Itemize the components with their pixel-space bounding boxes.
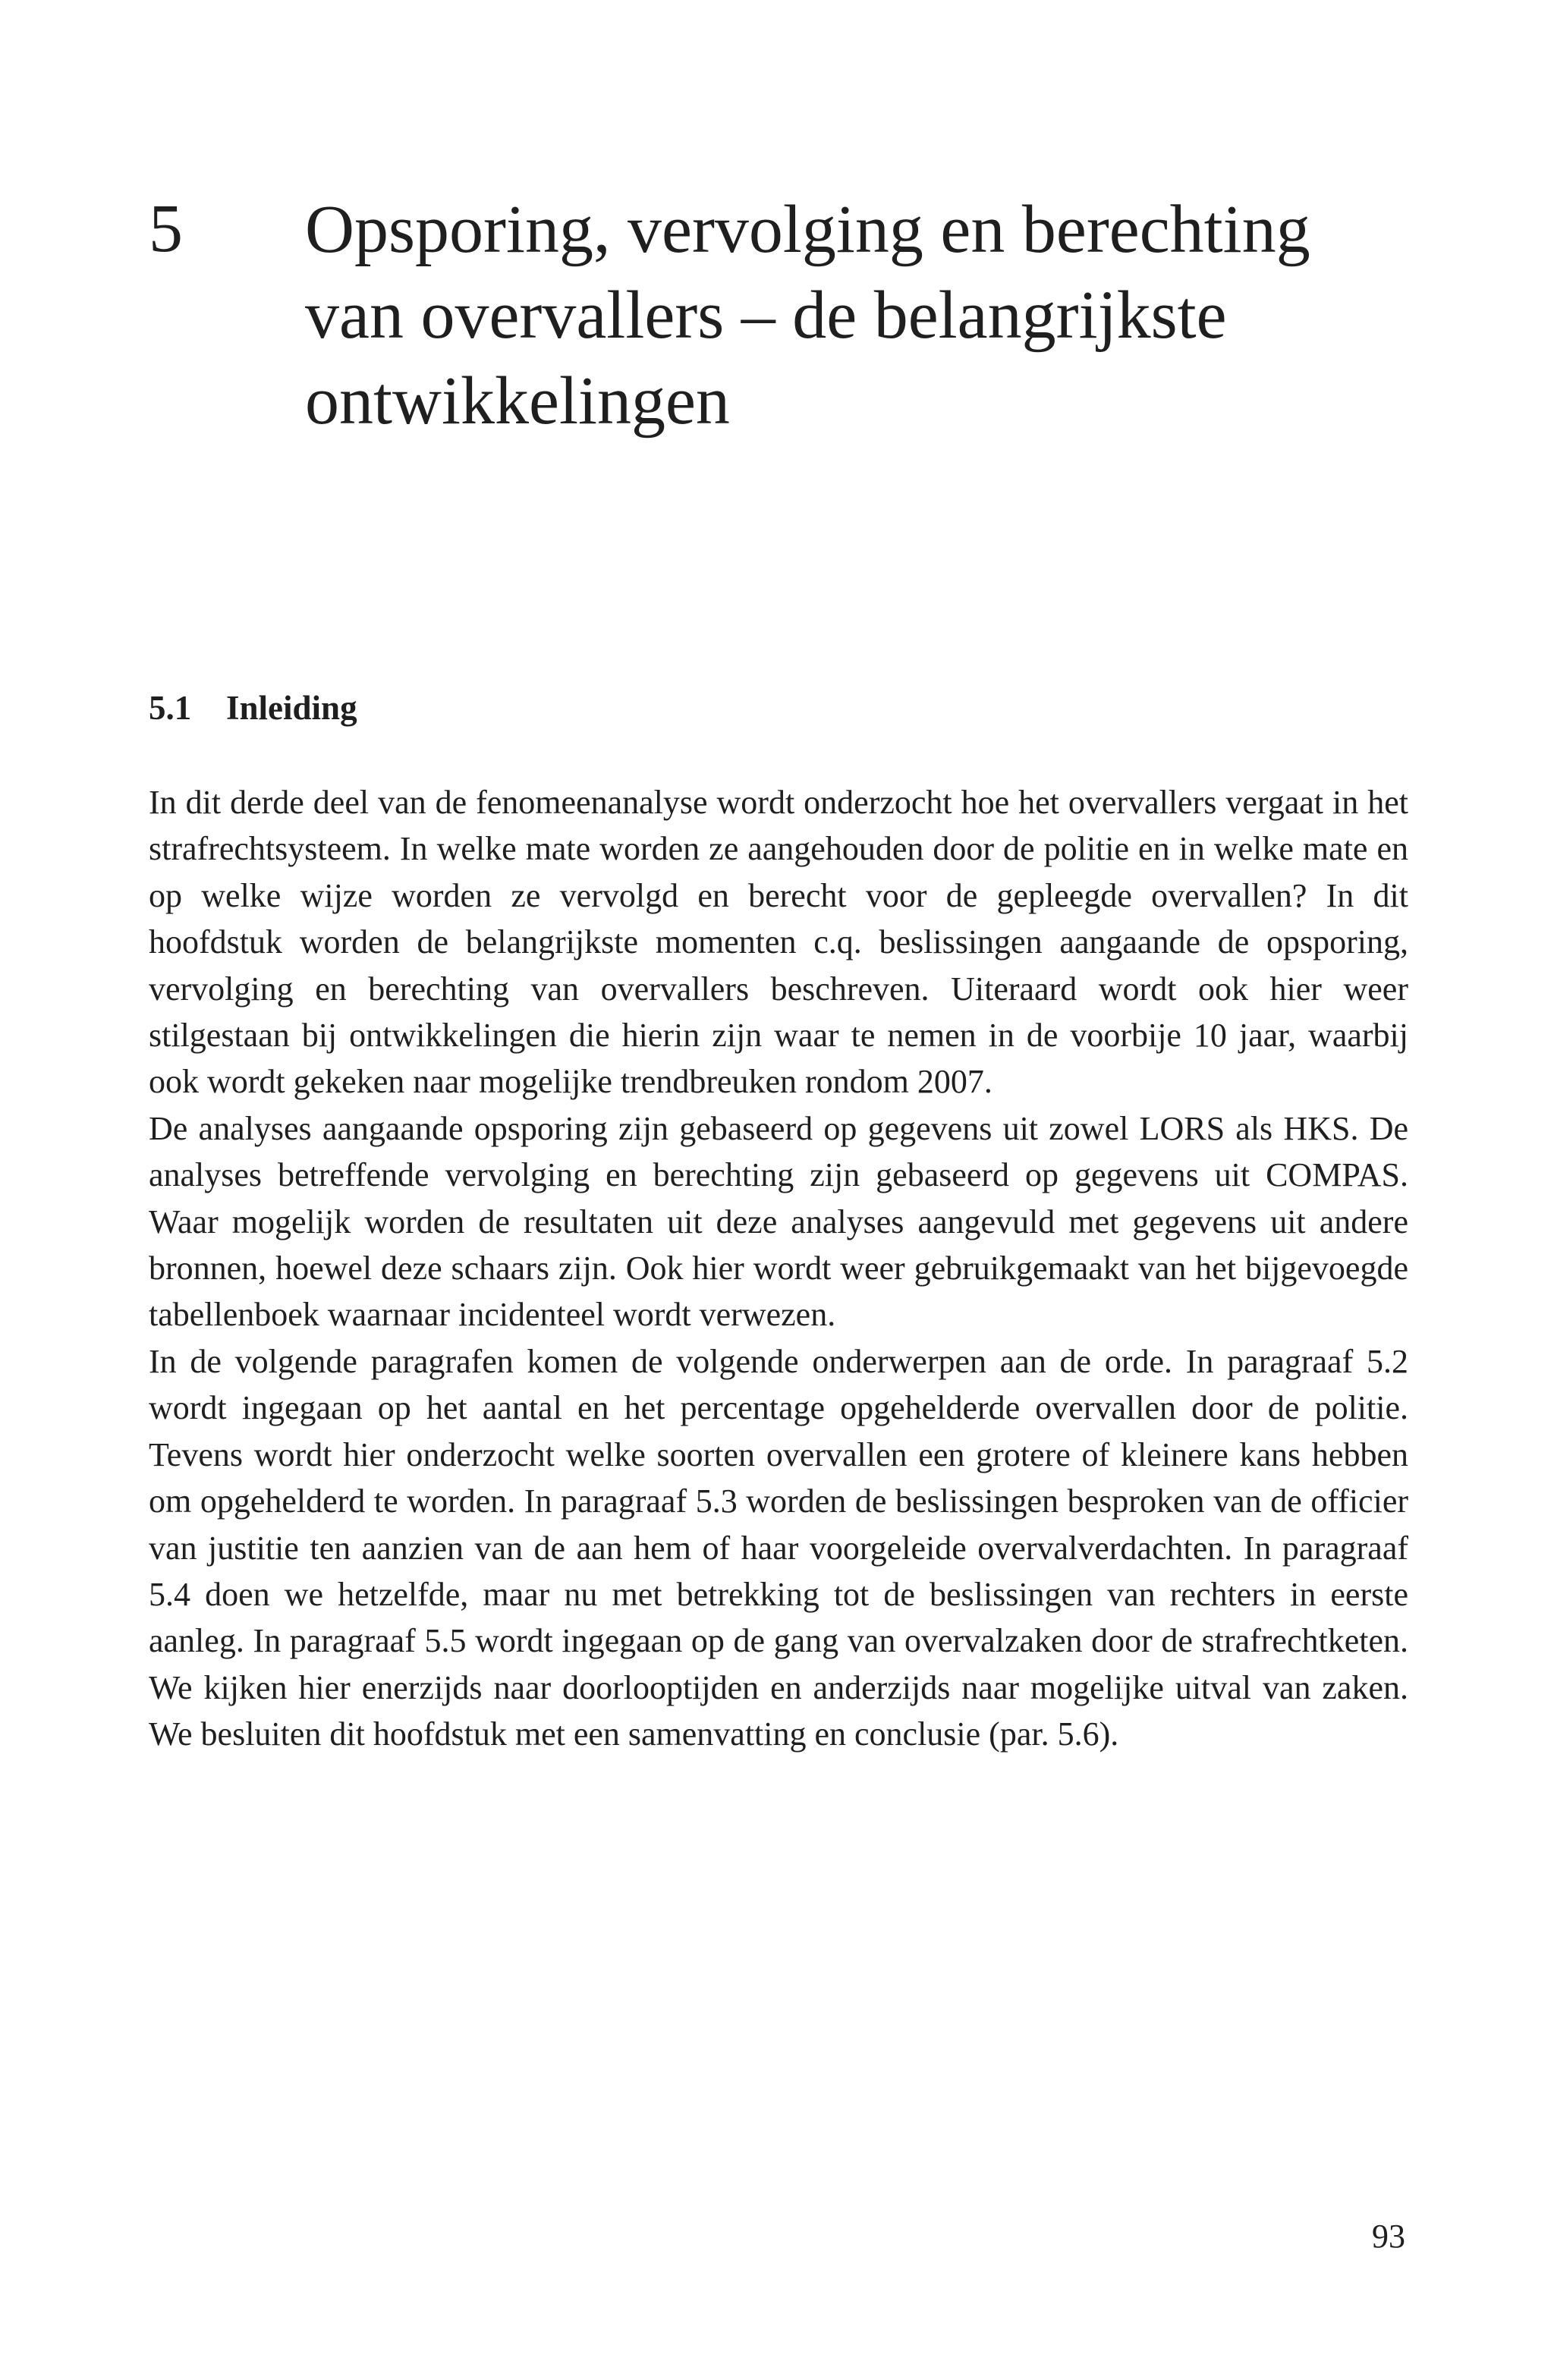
paragraph: In dit derde deel van de fenomeenanalyse wordt onderzocht hoe het overvallers vergaat in het strafrechtsysteem. In welke mate worden ze aangehouden door de politie en in welke mate en op welke wijze worden ze vervolgd en berecht voor de gepleegde overvallen? In dit hoofdstuk worden de belangrijkste momenten c.q. beslissingen aangaande de opsporing, vervolging en berechting van overvallers beschreven. Uiteraard wordt ook hier weer stilgestaan bij ontwikkelingen die hierin zijn waar te nemen in de voorbije 10 jaar, waarbij ook wordt gekeken naar mogelijke trendbreuken rondom 2007. <box>149 784 1408 1101</box>
chapter-title-line: ontwikkelingen <box>305 363 730 439</box>
chapter-title-line: van overvallers – de belangrijkste <box>305 278 1227 353</box>
chapter-number: 5 <box>149 191 183 266</box>
paragraph: De analyses aangaande opsporing zijn gebaseerd op gegevens uit zowel LORS als HKS. De analyses betreffende vervolging en berechting zijn gebaseerd op gegevens uit COMPAS. Waar mogelijk worden de resultaten uit deze analyses aangevuld met gegevens uit andere bronnen, hoewel deze schaars zijn. Ook hier wordt weer gebruikgemaakt van het bijgevoegde tabellenboek waarnaar incidenteel wordt verwezen. <box>149 1109 1408 1334</box>
section-heading <box>149 687 357 729</box>
section-number: 5.1 <box>149 689 192 727</box>
page-number: 93 <box>1372 2218 1405 2255</box>
paragraph: In de volgende paragrafen komen de volgende onderwerpen aan de orde. In paragraaf 5.2 wordt ingegaan op het aantal en het percentage opgehelderde overvallen door de politie. Tevens wordt hier onderzocht welke soorten overvallen een grotere of kleinere kans hebben om opgehelderd te worden. In paragraaf 5.3 worden de beslissingen besproken van de officier van justitie ten aanzien van de aan hem of haar voorgeleide overvalverdachten. In paragraaf 5.4 doen we hetzelfde, maar nu met betrekking tot de beslissingen van rechters in eerste aanleg. In paragraaf 5.5 wordt ingegaan op de gang van overvalzaken door de strafrechtketen. We kijken hier enerzijds naar doorlooptijden en anderzijds naar mogelijke uitval van zaken. We besluiten dit hoofdstuk met een samenvatting en conclusie (par. 5.6). <box>149 1342 1408 1753</box>
section-title: Inleiding <box>226 689 357 727</box>
body-text <box>149 779 1408 1758</box>
chapter-title-line: Opsporing, vervolging en berechting <box>305 192 1310 267</box>
chapter-title <box>305 187 1413 444</box>
